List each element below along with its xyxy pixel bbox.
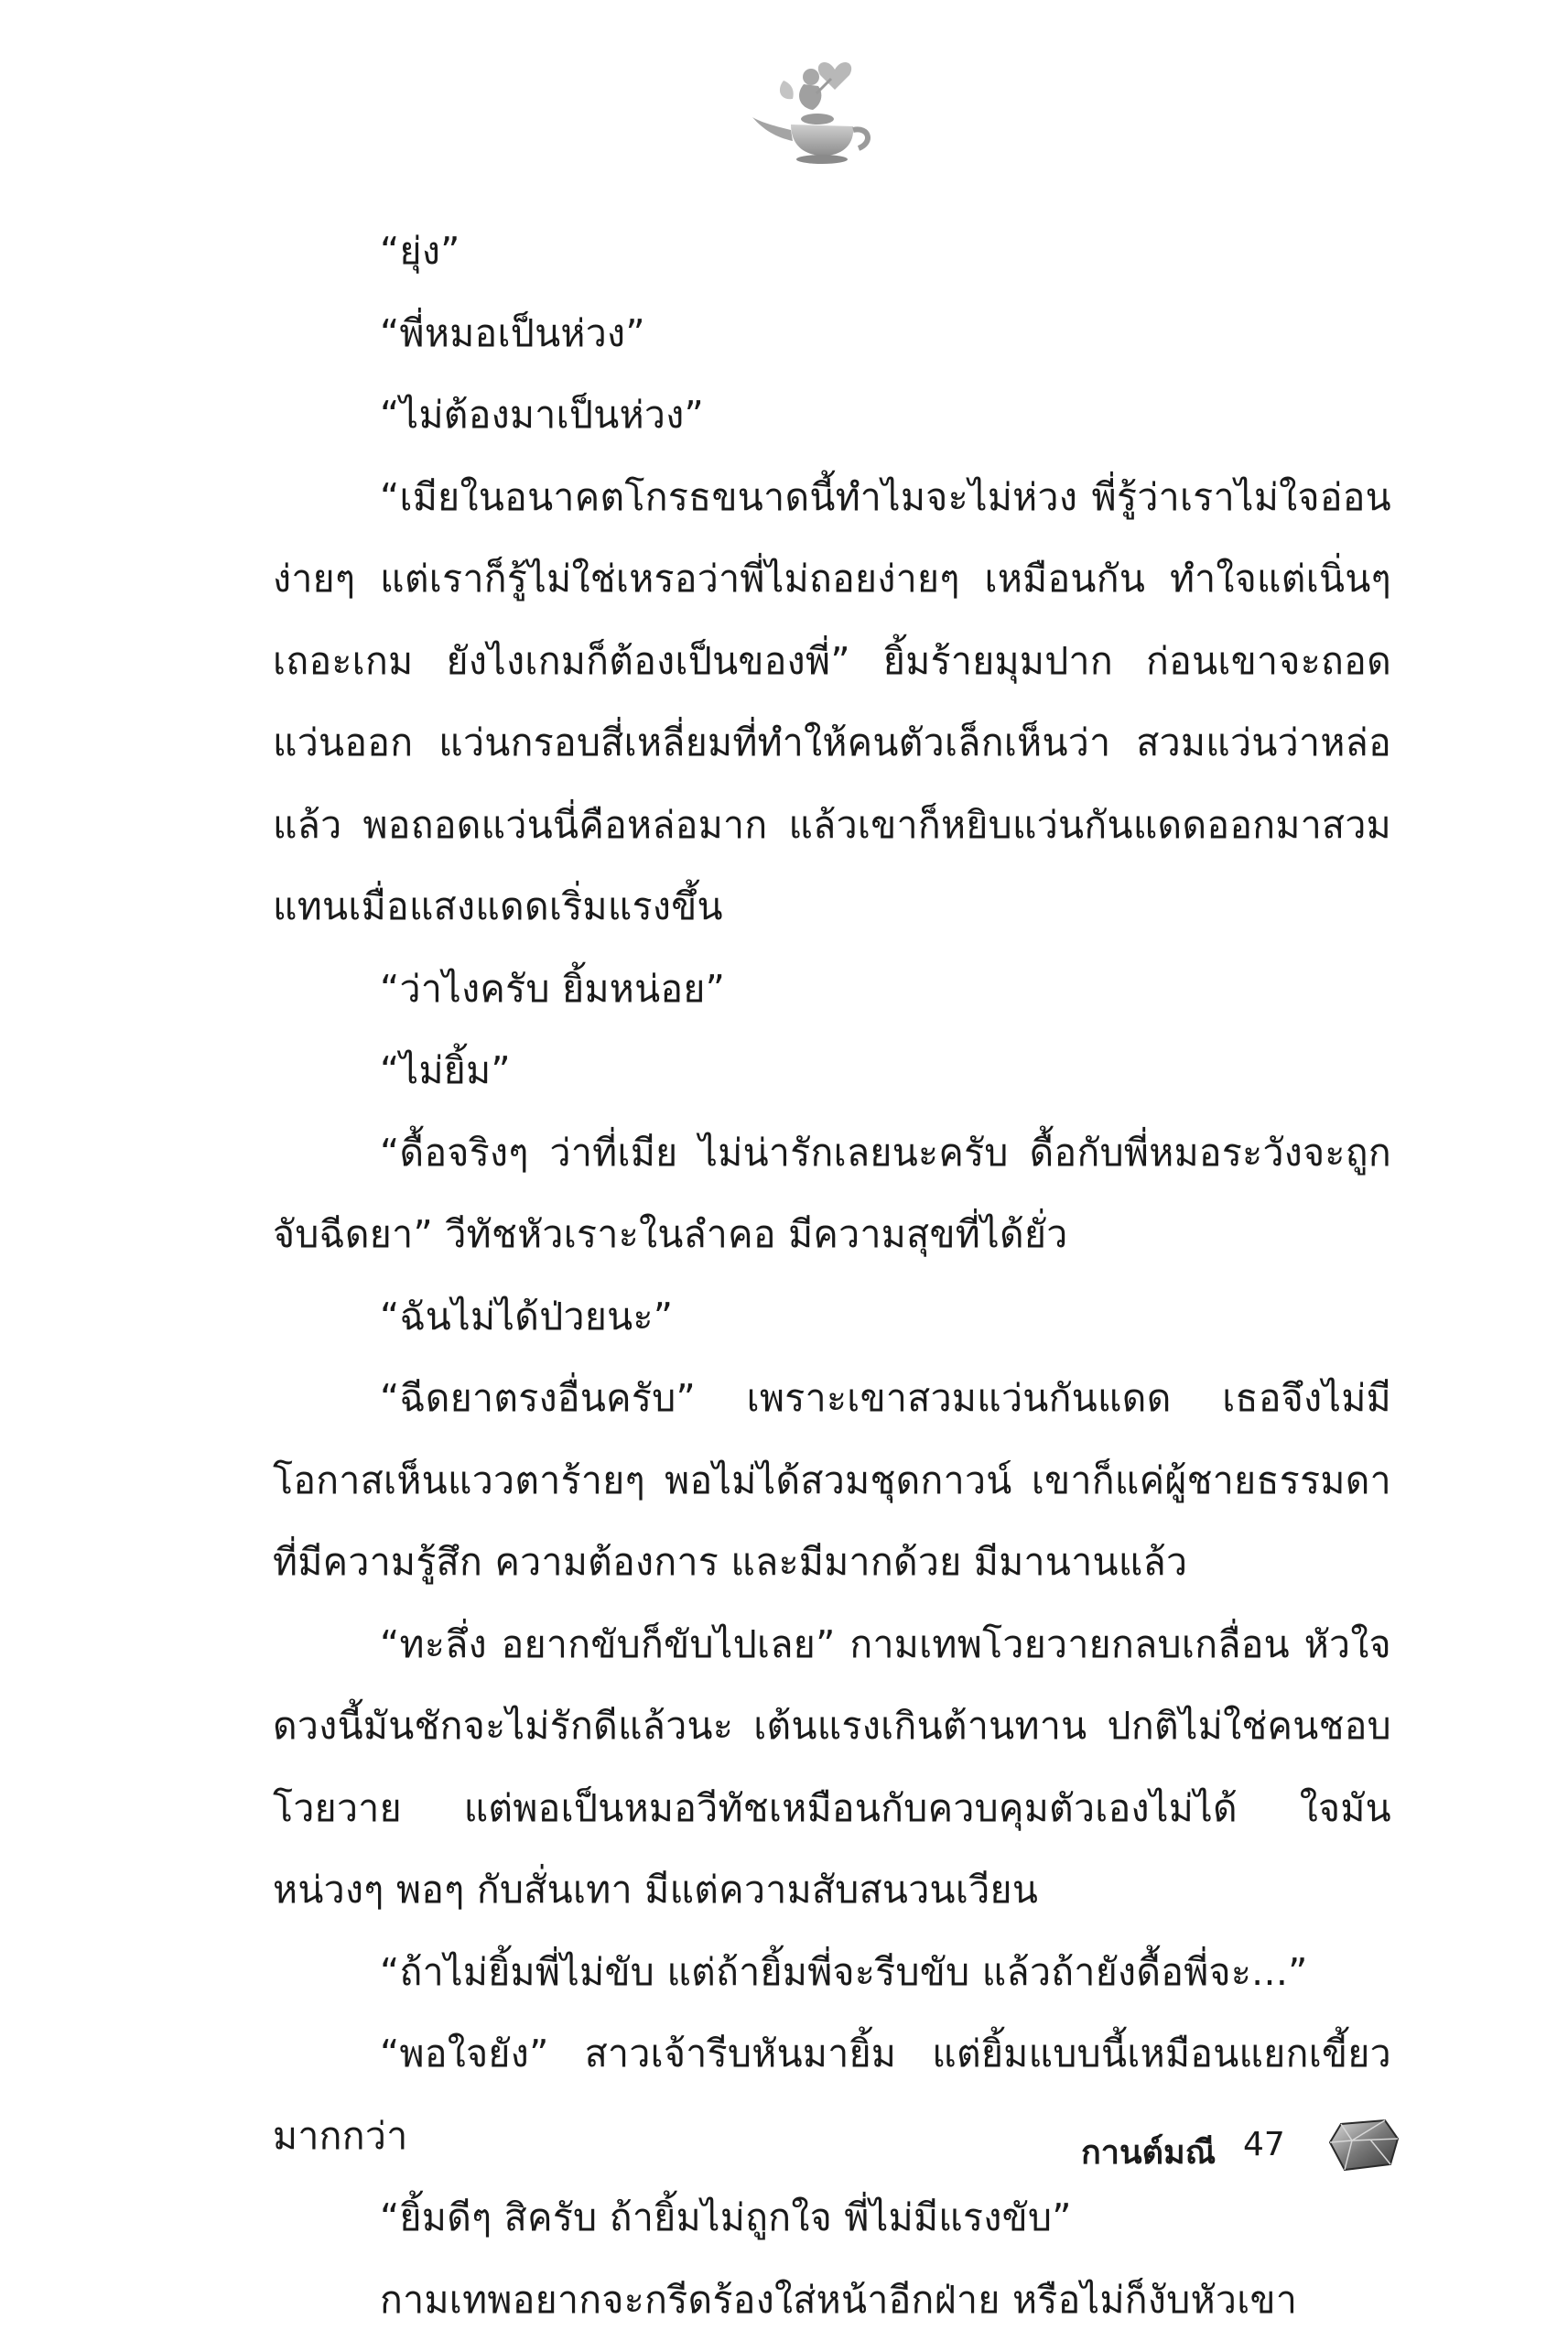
gemstone-icon (1325, 2115, 1401, 2175)
page-number: 47 (1243, 2126, 1285, 2163)
paragraph: “พี่หมอเป็นห่วง” (273, 293, 1391, 375)
paragraph: “ฉีดยาตรงอื่นครับ” เพราะเขาสวมแว่นกันแดด เธอจึงไม่มีโอกาสเห็นแววตาร้ายๆ พอไม่ได้สวมชุดกาวน์ เขาก็แค่ผู้ชายธรรมดาที่มีความรู้สึก ความต้องการ และมีมากด้วย มีมานานแล้ว (273, 1358, 1391, 1604)
paragraph: “ยิ้มดีๆ สิครับ ถ้ายิ้มไม่ถูกใจ พี่ไม่มีแรงขับ” (273, 2177, 1391, 2260)
paragraph: “ยุ่ง” (273, 211, 1391, 293)
paragraph: “ฉันไม่ได้ป่วยนะ” (273, 1276, 1391, 1359)
body-text (273, 211, 1391, 2341)
paragraph: “ทะลึ่ง อยากขับก็ขับไปเลย” กามเทพโวยวายกลบเกลื่อน หัวใจดวงนี้มันชักจะไม่รักดีแล้วนะ เต้นแรงเกินต้านทาน ปกติไม่ใช่คนชอบโวยวาย แต่พอเป็นหมอวีทัชเหมือนกับควบคุมตัวเองไม่ได้ ใจมันหน่วงๆ พอๆ กับสั่นเทา มีแต่ความสับสนวนเวียน (273, 1604, 1391, 1932)
paragraph: “ไม่ต้องมาเป็นห่วง” (273, 374, 1391, 457)
paragraph: กามเทพอยากจะกรีดร้องใส่หน้าอีกฝ่าย หรือไม่ก็งับหัวเขา (273, 2260, 1391, 2341)
paragraph: “เมียในอนาคตโกรธขนาดนี้ทำไมจะไม่ห่วง พี่รู้ว่าเราไม่ใจอ่อนง่ายๆ แต่เราก็รู้ไม่ใช่เหรอว่าพี่ไม่ถอยง่ายๆ เหมือนกัน ทำใจแต่เนิ่นๆ เถอะเกม ยังไงเกมก็ต้องเป็นของพี่” ยิ้มร้ายมุมปาก ก่อนเขาจะถอดแว่นออก แว่นกรอบสี่เหลี่ยมที่ทำให้คนตัวเล็กเห็นว่า สวมแว่นว่าหล่อแล้ว พอถอดแว่นนี่คือหล่อมาก แล้วเขาก็หยิบแว่นกันแดดออกมาสวมแทนเมื่อแสงแดดเริ่มแรงขึ้น (273, 457, 1391, 948)
cupid-teapot-icon (740, 53, 895, 172)
paragraph: “ว่าไงครับ ยิ้มหน่อย” (273, 948, 1391, 1031)
book-title: กานต์มณี (1081, 2126, 1216, 2178)
paragraph: “พอใจยัง” สาวเจ้ารีบหันมายิ้ม แต่ยิ้มแบบนี้เหมือนแยกเขี้ยวมากกว่า (273, 2013, 1391, 2177)
paragraph: “ไม่ยิ้ม” (273, 1030, 1391, 1112)
page-footer (0, 2115, 1568, 2197)
paragraph: “ถ้าไม่ยิ้มพี่ไม่ขับ แต่ถ้ายิ้มพี่จะรีบขับ แล้วถ้ายังดื้อพี่จะ...” (273, 1932, 1391, 2014)
paragraph: “ดื้อจริงๆ ว่าที่เมีย ไม่น่ารักเลยนะครับ ดื้อกับพี่หมอระวังจะถูกจับฉีดยา” วีทัชหัวเราะในลำคอ มีความสุขที่ได้ยั่ว (273, 1112, 1391, 1276)
